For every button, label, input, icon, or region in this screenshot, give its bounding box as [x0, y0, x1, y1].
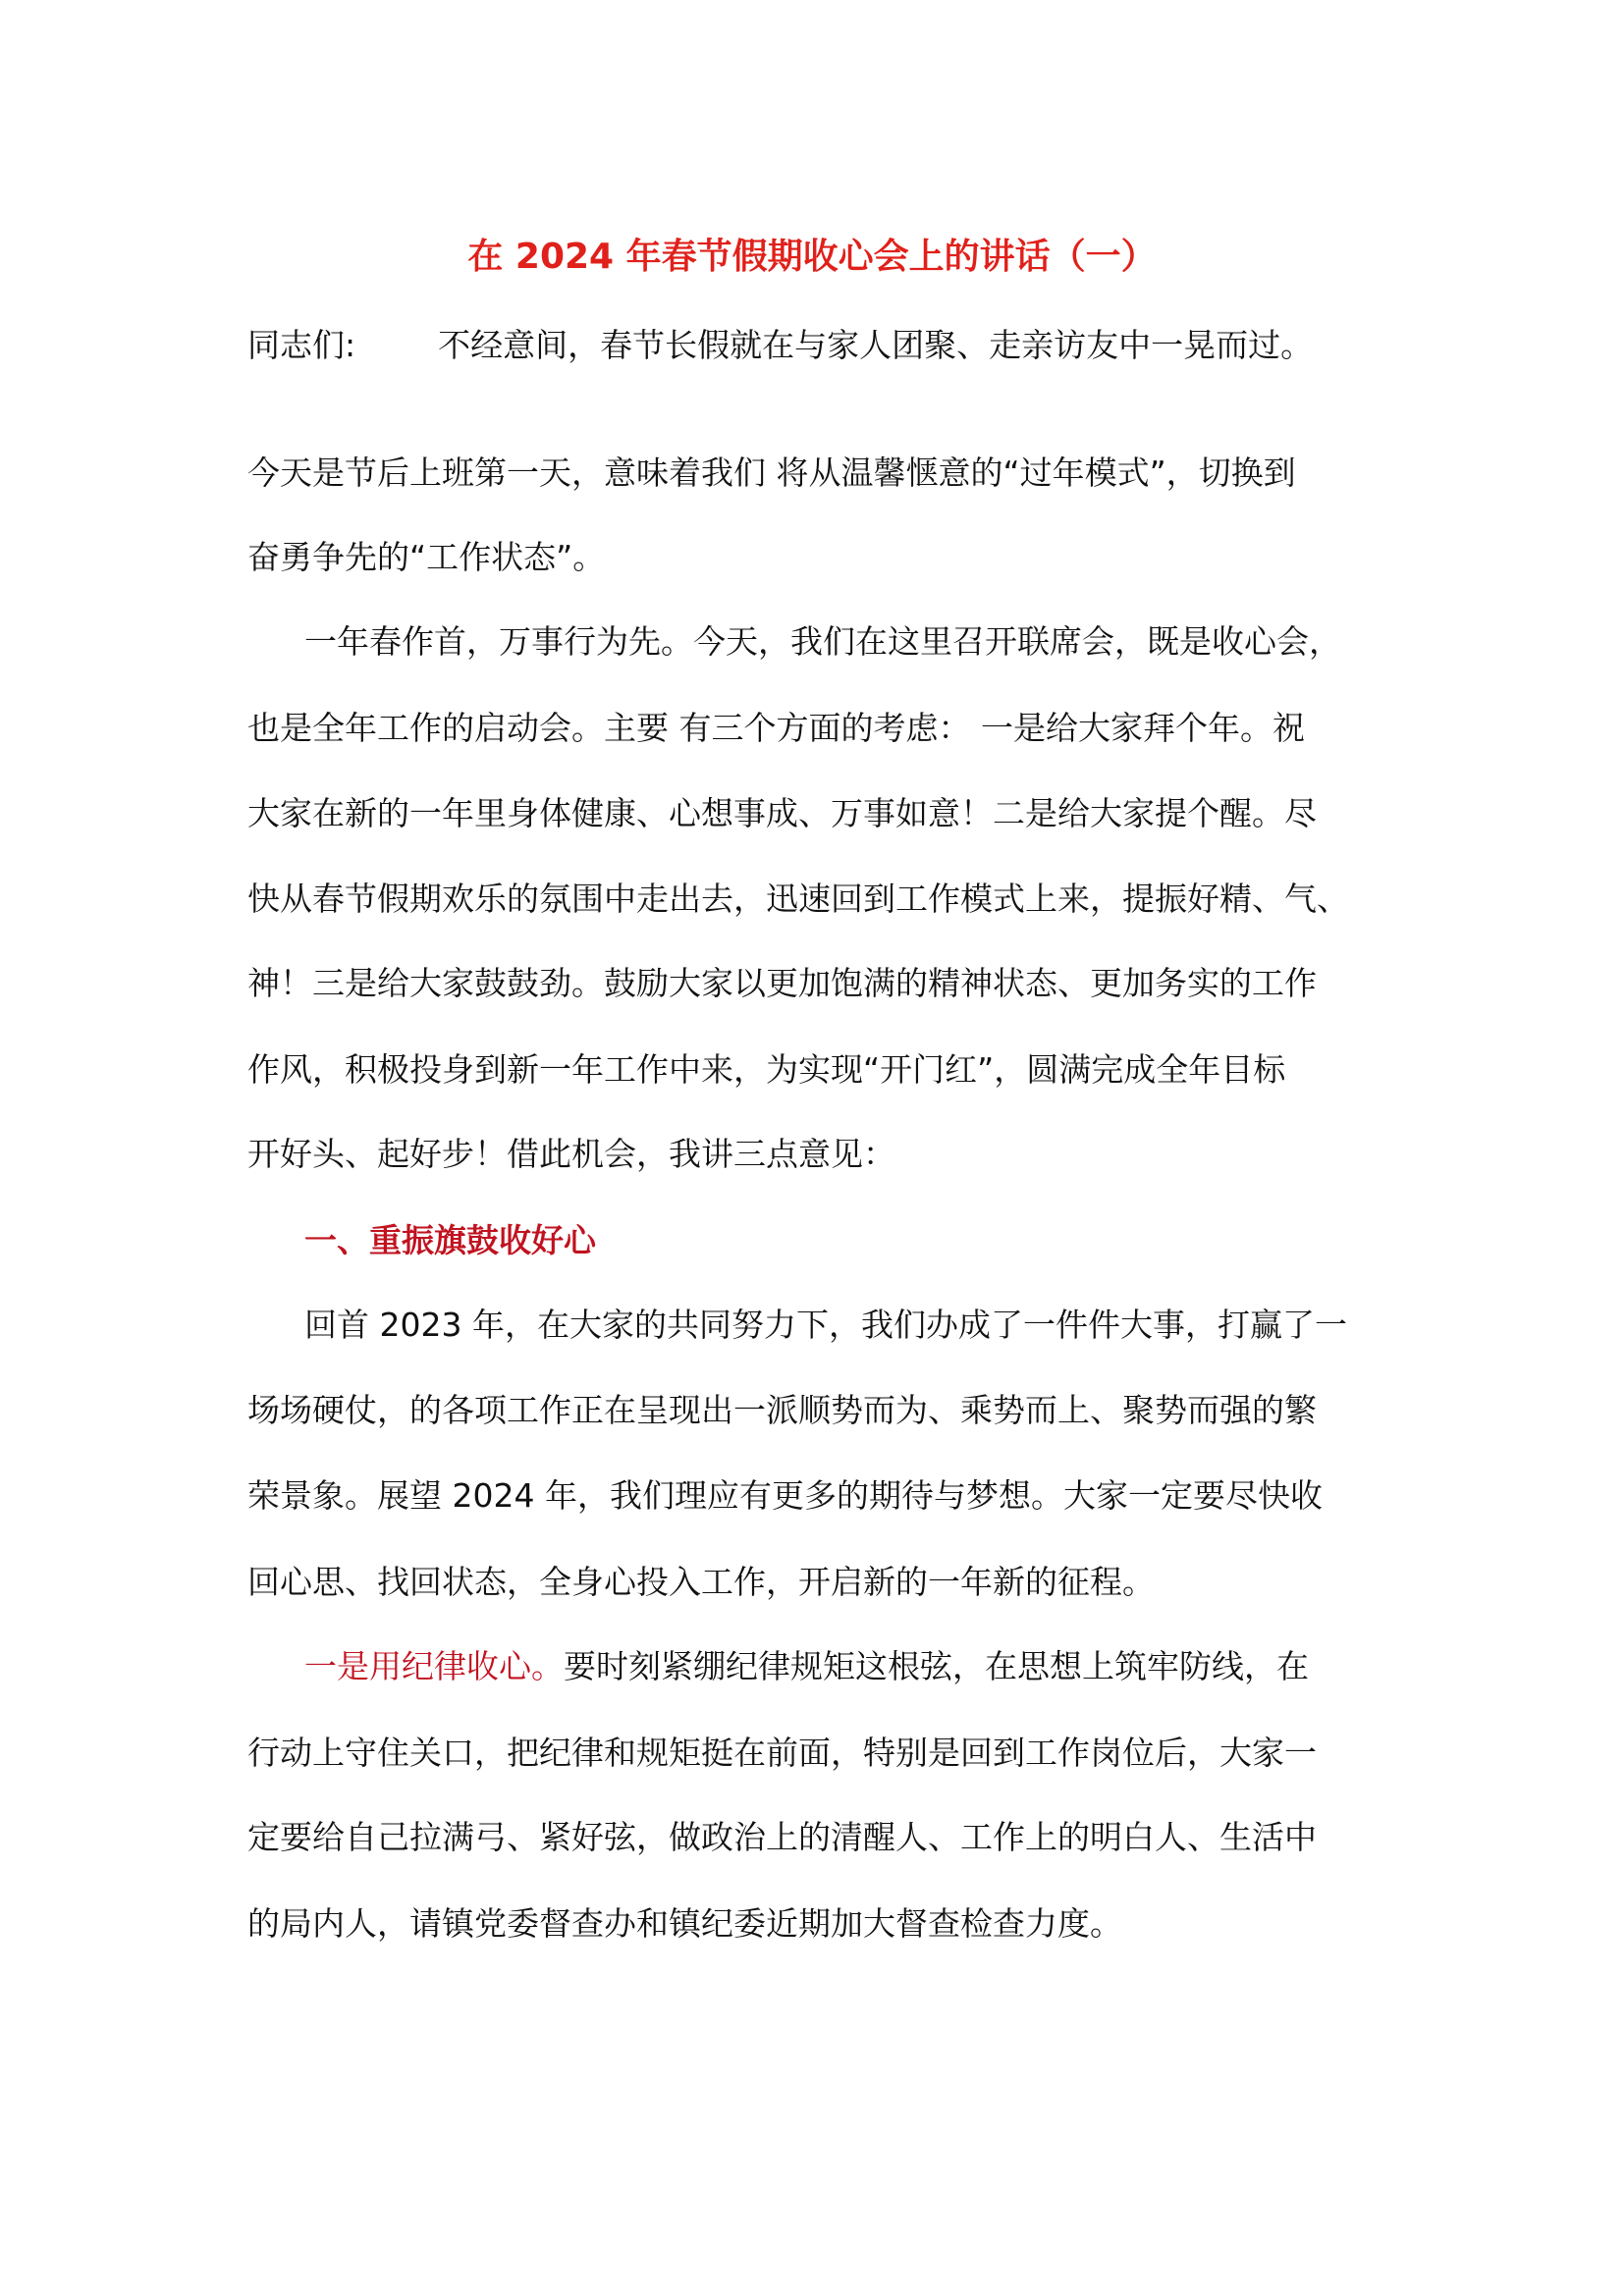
document-title: 在 2024 年春节假期收心会上的讲话（一） [467, 237, 1157, 277]
para2-line-5: 神！三是给大家鼓鼓劲。鼓励大家以更加饱满的精神状态、更加务实的工作 [247, 964, 1317, 1002]
section1-line-3: 荣景象。展望 2024 年，我们理应有更多的期待与梦想。大家一定要尽快收 [247, 1476, 1323, 1515]
para2-line-2: 也是全年工作的启动会。主要 有三个方面的考虑： 一是给大家拜个年。祝 [247, 709, 1305, 747]
para2-line-3: 大家在新的一年里身体健康、心想事成、万事如意！二是给大家提个醒。尽 [247, 794, 1317, 832]
section1-heading: 一、重振旗鼓收好心 [304, 1221, 596, 1259]
point1-line-1 [304, 1643, 1483, 1690]
para2-line-4: 快从春节假期欢乐的氛围中走出去，迅速回到工作模式上来，提振好精、气、 [247, 880, 1349, 918]
para2-line-6: 作风，积极投身到新一年工作中来，为实现“开门红”，圆满完成全年目标 [247, 1050, 1286, 1089]
intro-line-1 [247, 322, 1426, 369]
intro-line-2: 今天是节后上班第一天，意味着我们 将从温馨惬意的“过年模式”，切换到 [247, 454, 1296, 492]
point1-line-2: 行动上守住关口，把纪律和规矩挺在前面，特别是回到工作岗位后，大家一 [247, 1734, 1317, 1772]
para2-line-7: 开好头、起好步！借此机会，我讲三点意见： [247, 1135, 895, 1173]
point1-lead: 一是用纪律收心。 [304, 1647, 564, 1685]
point1-text-1: 要时刻紧绷纪律规矩这根弦，在思想上筑牢防线，在 [564, 1647, 1309, 1685]
salutation: 同志们: [247, 326, 356, 364]
section1-line-1: 回首 2023 年，在大家的共同努力下，我们办成了一件件大事，打赢了一 [304, 1306, 1347, 1344]
point1-line-3: 定要给自己拉满弓、紧好弦，做政治上的清醒人、工作上的明白人、生活中 [247, 1818, 1317, 1856]
point1-line-4: 的局内人，请镇党委督查办和镇纪委近期加大督查检查力度。 [247, 1904, 1122, 1943]
intro-line-3: 奋勇争先的“工作状态”。 [247, 538, 606, 576]
para2-line-1: 一年春作首，万事行为先。今天，我们在这里召开联席会，既是收心会， [304, 622, 1341, 661]
section1-line-2: 场场硬仗，的各项工作正在呈现出一派顺势而为、乘势而上、聚势而强的繁 [247, 1391, 1317, 1429]
section1-line-4: 回心思、找回状态，全身心投入工作，开启新的一年新的征程。 [247, 1563, 1155, 1601]
intro-text-1: 不经意间，春节长假就在与家人团聚、走亲访友中一晃而过。 [438, 326, 1314, 364]
